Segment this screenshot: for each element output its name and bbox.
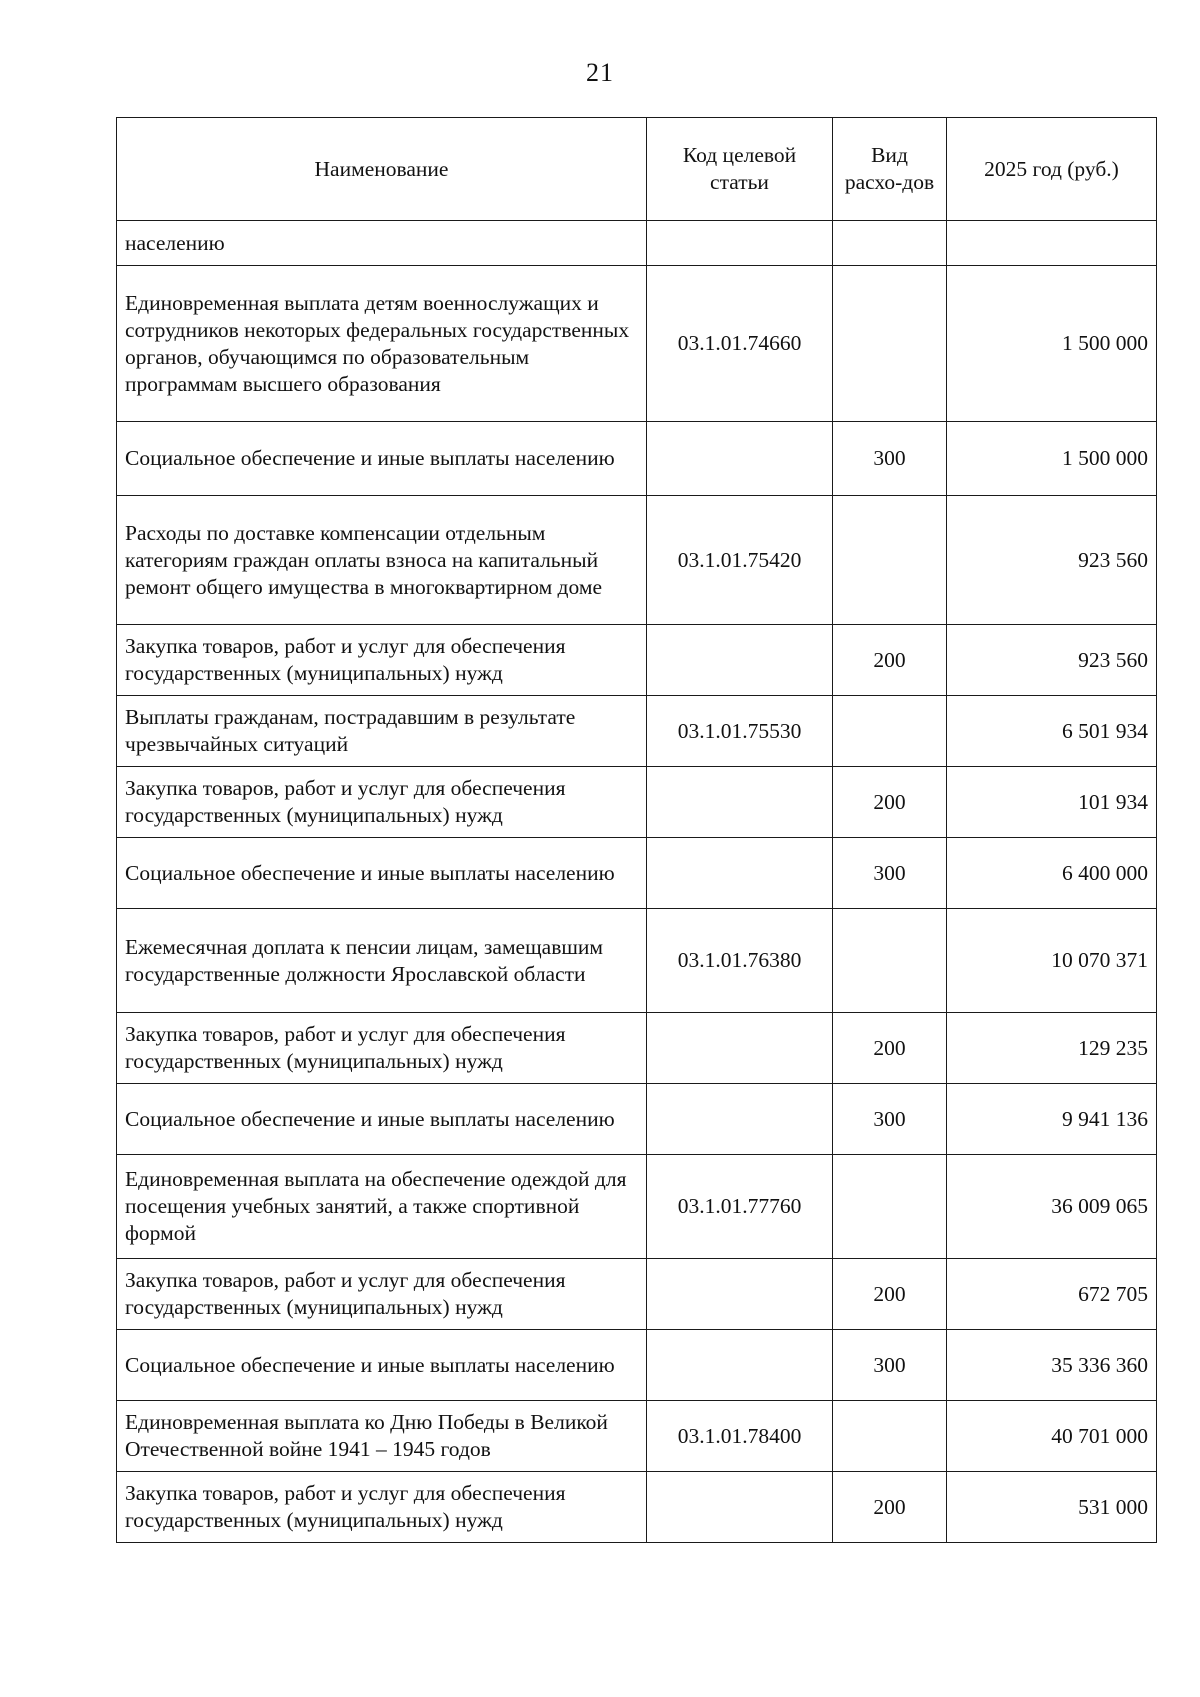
row-name-cell: Ежемесячная доплата к пенсии лицам, замещавшим государственные должности Ярославской области — [117, 909, 647, 1013]
header-kind: Вид расхо-дов — [833, 118, 947, 221]
row-amount-cell: 923 560 — [947, 625, 1157, 696]
row-kind-cell — [833, 1401, 947, 1472]
table-body — [117, 221, 1157, 1543]
row-kind-cell — [833, 266, 947, 422]
row-kind-cell: 300 — [833, 1330, 947, 1401]
row-name-cell: Социальное обеспечение и иные выплаты населению — [117, 1084, 647, 1155]
row-name-cell: Закупка товаров, работ и услуг для обеспечения государственных (муниципальных) нужд — [117, 1013, 647, 1084]
table-row — [117, 1259, 1157, 1330]
row-amount-cell: 1 500 000 — [947, 422, 1157, 496]
row-code-cell — [647, 221, 833, 266]
row-kind-cell — [833, 221, 947, 266]
row-amount-cell: 531 000 — [947, 1472, 1157, 1543]
row-code-cell — [647, 422, 833, 496]
row-code-cell — [647, 1259, 833, 1330]
header-name: Наименование — [117, 118, 647, 221]
row-kind-cell — [833, 696, 947, 767]
row-kind-cell: 300 — [833, 838, 947, 909]
table-row — [117, 1155, 1157, 1259]
row-amount-cell: 36 009 065 — [947, 1155, 1157, 1259]
table-row — [117, 496, 1157, 625]
row-code-cell: 03.1.01.78400 — [647, 1401, 833, 1472]
table-row — [117, 1084, 1157, 1155]
row-code-cell — [647, 1472, 833, 1543]
row-amount-cell: 35 336 360 — [947, 1330, 1157, 1401]
table-row — [117, 1472, 1157, 1543]
row-name-cell: Единовременная выплата ко Дню Победы в Великой Отечественной войне 1941 – 1945 годов — [117, 1401, 647, 1472]
row-amount-cell: 6 501 934 — [947, 696, 1157, 767]
row-kind-cell: 200 — [833, 767, 947, 838]
row-amount-cell: 1 500 000 — [947, 266, 1157, 422]
row-amount-cell — [947, 221, 1157, 266]
table-row — [117, 266, 1157, 422]
row-name-cell: Социальное обеспечение и иные выплаты населению — [117, 422, 647, 496]
row-amount-cell: 10 070 371 — [947, 909, 1157, 1013]
row-code-cell — [647, 838, 833, 909]
table-row — [117, 422, 1157, 496]
row-kind-cell: 200 — [833, 625, 947, 696]
table-row — [117, 1330, 1157, 1401]
table-row — [117, 1013, 1157, 1084]
table-row — [117, 767, 1157, 838]
row-code-cell — [647, 1084, 833, 1155]
table-row — [117, 838, 1157, 909]
row-kind-cell: 200 — [833, 1013, 947, 1084]
row-kind-cell: 200 — [833, 1472, 947, 1543]
row-amount-cell: 9 941 136 — [947, 1084, 1157, 1155]
table-row — [117, 221, 1157, 266]
row-amount-cell: 923 560 — [947, 496, 1157, 625]
row-code-cell — [647, 767, 833, 838]
row-code-cell: 03.1.01.75530 — [647, 696, 833, 767]
table-row — [117, 625, 1157, 696]
row-name-cell: Единовременная выплата на обеспечение одеждой для посещения учебных занятий, а также спортивной формой — [117, 1155, 647, 1259]
row-name-cell: Закупка товаров, работ и услуг для обеспечения государственных (муниципальных) нужд — [117, 625, 647, 696]
row-amount-cell: 40 701 000 — [947, 1401, 1157, 1472]
row-name-cell: Расходы по доставке компенсации отдельным категориям граждан оплаты взноса на капитальный ремонт общего имущества в многоквартирном доме — [117, 496, 647, 625]
row-code-cell: 03.1.01.74660 — [647, 266, 833, 422]
row-code-cell — [647, 1013, 833, 1084]
row-name-cell: Единовременная выплата детям военнослужащих и сотрудников некоторых федеральных государственных органов, обучающимся по образовательным программам высшего образования — [117, 266, 647, 422]
header-code: Код целевой статьи — [647, 118, 833, 221]
row-code-cell: 03.1.01.76380 — [647, 909, 833, 1013]
page-number: 21 — [586, 58, 614, 87]
row-name-cell: Выплаты гражданам, пострадавшим в результате чрезвычайных ситуаций — [117, 696, 647, 767]
header-amount: 2025 год (руб.) — [947, 118, 1157, 221]
row-name-cell: Социальное обеспечение и иные выплаты населению — [117, 838, 647, 909]
row-kind-cell: 300 — [833, 1084, 947, 1155]
row-kind-cell — [833, 1155, 947, 1259]
row-name-cell: Закупка товаров, работ и услуг для обеспечения государственных (муниципальных) нужд — [117, 1259, 647, 1330]
table-row — [117, 696, 1157, 767]
row-kind-cell: 200 — [833, 1259, 947, 1330]
budget-table — [116, 117, 1157, 1543]
row-amount-cell: 101 934 — [947, 767, 1157, 838]
row-name-cell: Социальное обеспечение и иные выплаты населению — [117, 1330, 647, 1401]
table-row — [117, 1401, 1157, 1472]
row-amount-cell: 672 705 — [947, 1259, 1157, 1330]
row-name-cell: Закупка товаров, работ и услуг для обеспечения государственных (муниципальных) нужд — [117, 767, 647, 838]
row-code-cell — [647, 1330, 833, 1401]
row-kind-cell — [833, 909, 947, 1013]
row-name-cell: населению — [117, 221, 647, 266]
table-row — [117, 909, 1157, 1013]
row-kind-cell — [833, 496, 947, 625]
row-amount-cell: 129 235 — [947, 1013, 1157, 1084]
row-kind-cell: 300 — [833, 422, 947, 496]
table-header-row — [117, 118, 1157, 221]
row-code-cell — [647, 625, 833, 696]
row-name-cell: Закупка товаров, работ и услуг для обеспечения государственных (муниципальных) нужд — [117, 1472, 647, 1543]
row-code-cell: 03.1.01.77760 — [647, 1155, 833, 1259]
row-code-cell: 03.1.01.75420 — [647, 496, 833, 625]
row-amount-cell: 6 400 000 — [947, 838, 1157, 909]
